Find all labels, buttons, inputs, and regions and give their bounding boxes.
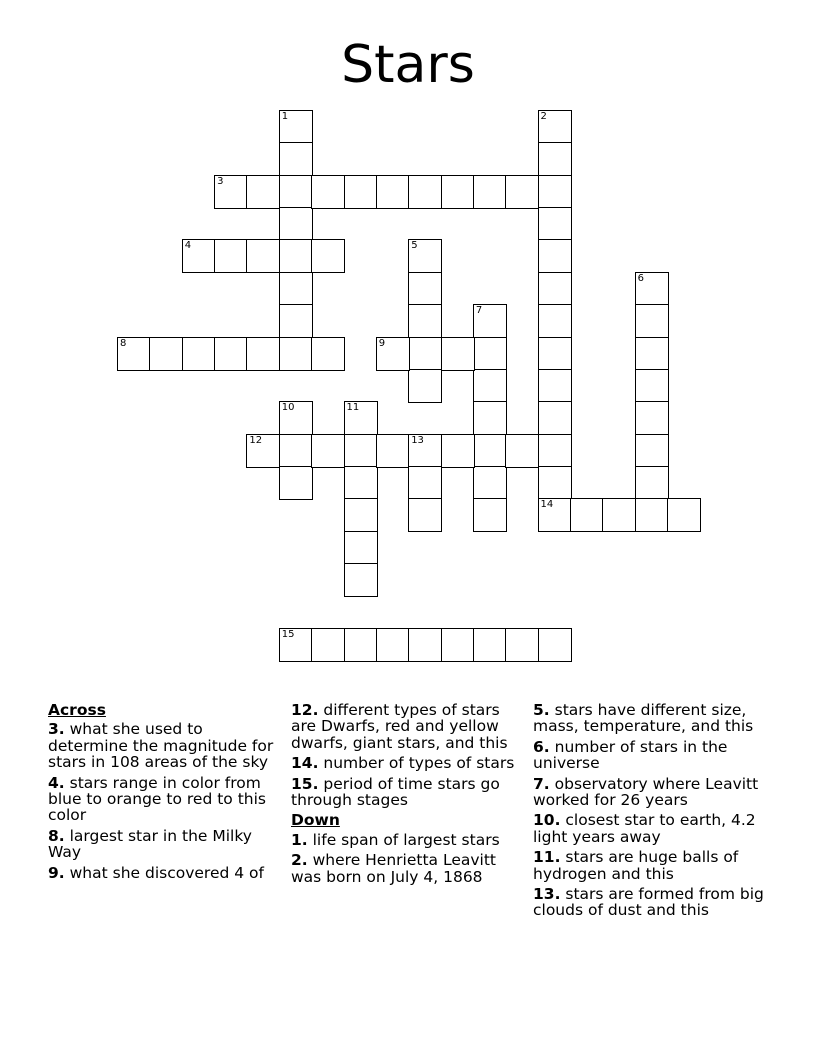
grid-cell[interactable] xyxy=(279,207,313,241)
grid-cell[interactable] xyxy=(473,175,507,209)
clue-down-6: 6. number of stars in the universe xyxy=(533,737,728,773)
grid-cell[interactable] xyxy=(538,239,572,273)
grid-cell[interactable] xyxy=(538,142,572,176)
clue-column-2 xyxy=(291,702,523,889)
grid-cell[interactable] xyxy=(635,337,669,371)
grid-cell[interactable] xyxy=(279,272,313,306)
grid-cell[interactable] xyxy=(505,628,539,662)
grid-cell[interactable] xyxy=(311,628,345,662)
clue-down-7: 7. observatory where Leavitt worked for 26 years xyxy=(533,774,759,810)
clue-number-label: 10 xyxy=(281,402,295,414)
clue-number-label: 15 xyxy=(281,628,295,640)
clue-down-11: 11. stars are huge balls of hydrogen and this xyxy=(533,848,739,883)
grid-cell[interactable] xyxy=(376,337,410,371)
grid-cell[interactable] xyxy=(311,239,345,273)
across-heading: Across xyxy=(48,701,106,719)
clue-across-14: 14. number of types of stars xyxy=(291,754,515,773)
grid-cell[interactable] xyxy=(279,434,313,468)
grid-cell[interactable] xyxy=(473,466,507,500)
clue-number-label: 3 xyxy=(217,175,224,187)
clue-number-label: 9 xyxy=(378,337,386,349)
grid-cell[interactable] xyxy=(667,498,701,532)
grid-cell[interactable] xyxy=(635,369,669,403)
clue-across-12: 12. different types of stars are Dwarfs, red and yellow dwarfs, giant stars, and this xyxy=(291,701,508,752)
grid-cell[interactable] xyxy=(408,175,442,209)
grid-cell[interactable] xyxy=(538,498,572,532)
clue-number-label: 13 xyxy=(411,434,424,446)
clue-down-13: 13. stars are formed from big clouds of dust and this xyxy=(533,885,764,920)
grid-cell[interactable] xyxy=(538,434,572,468)
grid-cell[interactable] xyxy=(214,239,248,273)
clue-down-5: 5. stars have different size, mass, temperature, and this xyxy=(533,701,754,736)
clue-number-label: 2 xyxy=(540,111,547,122)
grid-cell[interactable] xyxy=(246,175,280,209)
grid-cell[interactable] xyxy=(344,563,378,597)
grid-cell[interactable] xyxy=(279,401,313,435)
clue-across-15: 15. period of time stars go through stages xyxy=(291,774,500,810)
grid-cell[interactable] xyxy=(635,498,669,532)
grid-cell[interactable] xyxy=(182,337,216,371)
grid-cell[interactable] xyxy=(473,498,507,532)
grid-cell[interactable] xyxy=(279,337,313,371)
grid-cell[interactable] xyxy=(279,304,313,338)
grid-cell[interactable] xyxy=(344,498,378,532)
clue-across-8: 8. largest star in the Milky Way xyxy=(48,826,252,862)
grid-cell[interactable] xyxy=(408,304,442,338)
clue-down-2: 2. where Henrietta Leavitt was born on July 4, 1868 xyxy=(291,851,496,886)
grid-cell[interactable] xyxy=(441,628,475,662)
grid-cell[interactable] xyxy=(311,337,345,371)
grid-cell[interactable] xyxy=(408,628,442,662)
grid-cell[interactable] xyxy=(505,175,539,209)
clue-across-4: 4. stars range in color from blue to orange to red to this color xyxy=(48,773,266,825)
grid-cell[interactable] xyxy=(635,434,669,468)
clue-column-3 xyxy=(533,702,765,923)
grid-cell[interactable] xyxy=(505,434,539,468)
grid-cell[interactable] xyxy=(279,142,313,176)
grid-cell[interactable] xyxy=(214,175,248,209)
grid-cell[interactable] xyxy=(311,434,345,468)
grid-cell[interactable] xyxy=(376,628,410,662)
clue-number-label: 12 xyxy=(249,434,263,446)
grid-cell[interactable] xyxy=(473,337,507,371)
clue-number-label: 5 xyxy=(411,240,418,252)
grid-cell[interactable] xyxy=(635,304,669,338)
grid-cell[interactable] xyxy=(279,110,313,144)
grid-cell[interactable] xyxy=(441,175,475,209)
grid-cell[interactable] xyxy=(473,434,507,468)
grid-cell[interactable] xyxy=(635,272,669,306)
grid-cell[interactable] xyxy=(408,272,442,306)
grid-cell[interactable] xyxy=(117,337,151,371)
grid-cell[interactable] xyxy=(538,337,572,371)
grid-cell[interactable] xyxy=(214,337,248,371)
grid-cell[interactable] xyxy=(246,434,280,468)
grid-cell[interactable] xyxy=(344,531,378,565)
grid-cell[interactable] xyxy=(538,369,572,403)
grid-cell[interactable] xyxy=(246,337,280,371)
grid-cell[interactable] xyxy=(311,175,345,209)
grid-cell[interactable] xyxy=(344,434,378,468)
clue-column-1 xyxy=(48,702,280,885)
grid-cell[interactable] xyxy=(570,498,604,532)
grid-cell[interactable] xyxy=(538,304,572,338)
grid-cell[interactable] xyxy=(408,466,442,500)
clue-across-3: 3. what she used to determine the magnitude for stars in 108 areas of the sky xyxy=(48,720,274,772)
grid-cell[interactable] xyxy=(344,466,378,500)
clue-number-label: 4 xyxy=(184,240,192,252)
grid-cell[interactable] xyxy=(408,434,442,468)
clue-down-10: 10. closest star to earth, 4.2 light years away xyxy=(533,811,756,846)
grid-cell[interactable] xyxy=(538,466,572,500)
grid-cell[interactable] xyxy=(441,434,475,468)
grid-cell[interactable] xyxy=(376,434,410,468)
clue-down-1: 1. life span of largest stars xyxy=(291,830,500,849)
clue-number-label: 11 xyxy=(346,402,360,414)
grid-cell[interactable] xyxy=(408,337,442,371)
grid-cell[interactable] xyxy=(473,304,507,338)
clue-number-label: 8 xyxy=(120,337,127,349)
grid-cell[interactable] xyxy=(473,628,507,662)
page-title: Stars xyxy=(341,35,475,95)
clue-number-label: 6 xyxy=(637,272,644,284)
grid-cell[interactable] xyxy=(538,272,572,306)
grid-cell[interactable] xyxy=(538,207,572,241)
grid-cell[interactable] xyxy=(279,466,313,500)
grid-cell[interactable] xyxy=(538,401,572,435)
grid-cell[interactable] xyxy=(635,466,669,500)
clue-number-label: 7 xyxy=(475,305,483,317)
grid-cell[interactable] xyxy=(538,628,572,662)
down-heading: Down xyxy=(291,811,340,830)
grid-cell[interactable] xyxy=(279,175,313,209)
grid-cell[interactable] xyxy=(279,239,313,273)
grid-cell[interactable] xyxy=(408,498,442,532)
grid-cell[interactable] xyxy=(149,337,183,371)
grid-cell[interactable] xyxy=(408,369,442,403)
grid-cell[interactable] xyxy=(408,239,442,273)
clue-number-label: 1 xyxy=(281,111,289,122)
grid-cell[interactable] xyxy=(182,239,216,273)
grid-cell[interactable] xyxy=(246,239,280,273)
grid-cell[interactable] xyxy=(473,401,507,435)
grid-cell[interactable] xyxy=(279,628,313,662)
grid-cell[interactable] xyxy=(538,110,572,144)
grid-cell[interactable] xyxy=(344,401,378,435)
grid-cell[interactable] xyxy=(635,401,669,435)
grid-cell[interactable] xyxy=(602,498,636,532)
clue-across-9: 9. what she discovered 4 of xyxy=(48,863,264,882)
grid-cell[interactable] xyxy=(376,175,410,209)
grid-cell[interactable] xyxy=(344,628,378,662)
grid-cell[interactable] xyxy=(441,337,475,371)
grid-cell[interactable] xyxy=(538,175,572,209)
grid-cell[interactable] xyxy=(473,369,507,403)
clue-number-label: 14 xyxy=(540,499,554,511)
grid-cell[interactable] xyxy=(344,175,378,209)
